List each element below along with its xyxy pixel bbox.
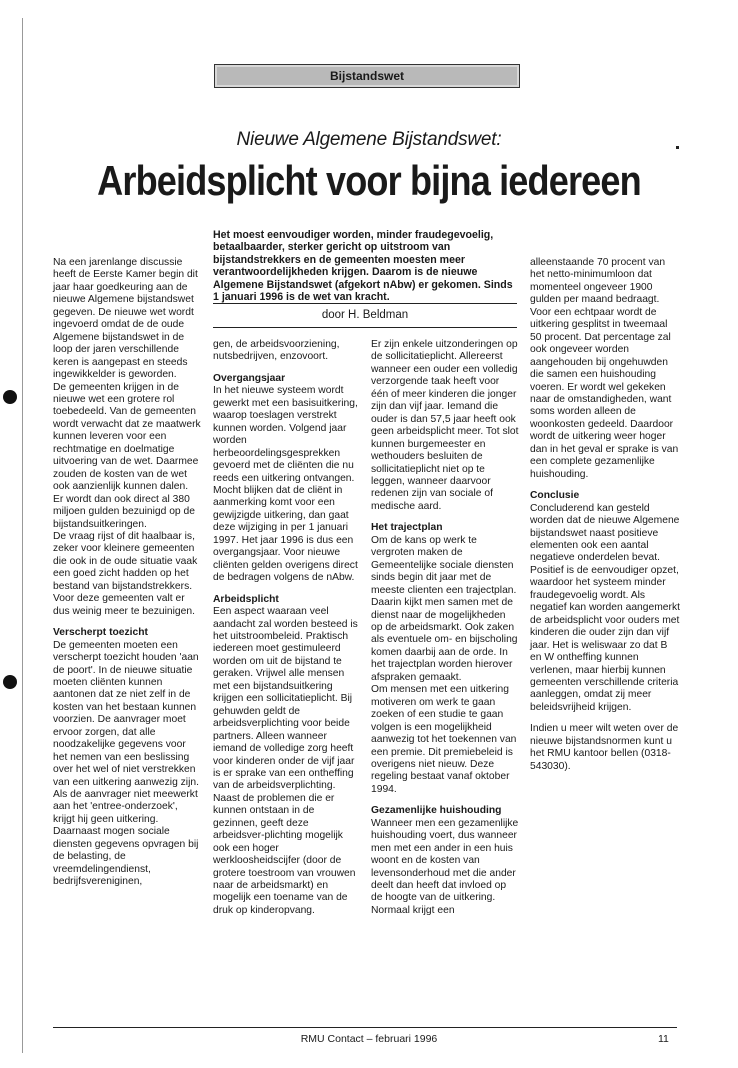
- col4-heading: Conclusie: [530, 490, 580, 502]
- col2-paragraph: gen, de arbeidsvoorziening, nutsbedrijven, enzovoort.: [213, 339, 340, 363]
- col4-paragraph: alleenstaande 70 procent van het netto-minimumloon dat momenteel ongeveer 1900 gulden per maand bedraagt. Voor een echtpaar wordt de uitkering gesplitst in tweemaal 50 procent. Dat percentage zal ook ongeveer worden aangehouden bij ongehuwden die samen een huishouding voeren. Er wordt wel gekeken naar de omstandigheden, want soms worden alleen de woonkosten gedeeld. Daardoor wordt de uitkering weer hoger dan in het geval er sprake is van een complete gezamenlijke huishouding.: [530, 257, 679, 480]
- column-4: [530, 257, 680, 773]
- col1-paragraph: Als de aanvrager niet meewerkt aan het 'entree-onderzoek', krijgt hij geen uitkering. Daarnaast mogen sociale diensten gegevens opvragen bij de belasting, de vreemdelingendienst, bedrijfsvereniginen,: [53, 789, 199, 888]
- col3-paragraph: Om mensen met een uitkering motiveren om werk te gaan zoeken of een studie te gaan volgen is een mogelijkheid aanwezig tot het toekennen van een premie. Dit premiebeleid is overigens niet nieuw. Deze regeling bestaat vanaf oktober 1994.: [371, 684, 517, 795]
- col3-heading: Gezamenlijke huishouding: [371, 805, 502, 817]
- col1-paragraph: De gemeenten moeten een verscherpt toezicht houden 'aan de poort'. In de nieuwe situatie moeten cliënten kunnen aantonen dat ze niet zelf in de kosten van het bestaan kunnen voorzien. De aanvrager moet ervoor zorgen, dat alle noodzakelijke gegevens voor het nemen van een beslissing over het wel of niet verstrekken van een uitkering aanwezig zijn.: [53, 639, 199, 788]
- column-2: [213, 339, 359, 917]
- col1-paragraph: De vraag rijst of dit haalbaar is, zeker voor kleinere gemeenten die ook in de oude situatie vaak een goed zicht hadden op het bestand van bijstandstrekkers. Voor deze gemeenten valt er dus weinig meer te bezuinigen.: [53, 530, 198, 617]
- col1-paragraph: De gemeenten krijgen in de nieuwe wet een grotere rol toebedeeld. Van de gemeenten wordt verwacht dat ze maatwerk kunnen leveren voor een rechtmatige en doelmatige uitvoering van de wet. Daarmee zouden de kosten van de wet ook aanzienlijk kunnen dalen. Er wordt dan ook direct al 380 miljoen gulden bezuinigd op de bijstandsuitkeringen.: [53, 381, 201, 530]
- punch-hole-top: [3, 390, 17, 404]
- article-title: Arbeidsplicht voor bijna iedereen: [97, 157, 641, 204]
- column-3: [371, 339, 519, 917]
- speck-mark: [676, 146, 679, 149]
- footer-rule: [53, 1027, 677, 1028]
- article-subtitle: Nieuwe Algemene Bijstandswet:: [236, 129, 502, 150]
- col1-paragraph: Na een jarenlange discussie heeft de Eerste Kamer begin dit jaar haar goedkeuring aan de nieuwe Algemene bijstandswet gegeven. De nieuwe wet wordt ingevoerd omdat de de oude Algemene bijstandswet in de loop der jaren verschillende keren is aangepast en steeds ingewikkelder is geworden.: [53, 257, 198, 381]
- punch-hole-bottom: [3, 675, 17, 689]
- col2-heading: Overgangsjaar: [213, 372, 286, 384]
- col2-paragraph: Een aspect waaraan veel aandacht zal worden besteed is het uitstroombeleid. Praktisch iedereen moet gestimuleerd worden om uit de bijstand te geraken. Vrijwel alle mensen met een bijstandsuitkering krijgen een sollicitatieplicht. Bij gehuwden geldt de arbeidsverplichting voor beide partners. Alleen wanneer iemand de volledige zorg heeft voor kinderen onder de vijf jaar is er sprake van een ontheffing van de arbeidsverplichting. Naast de problemen die er kunnen ontstaan in de gezinnen, geeft deze arbeidsver-plichting mogelijk ook een hoger werkloosheidscijfer (door de grotere toestroom van vrouwen naar de arbeidsmarkt) en mogelijk een toename van de druk op kinderopvang.: [213, 606, 358, 916]
- intro-rule-bottom: [213, 327, 517, 328]
- col1-heading: Verscherpt toezicht: [53, 627, 148, 639]
- left-border-line: [22, 18, 23, 1053]
- col3-heading: Het trajectplan: [371, 522, 443, 534]
- col2-paragraph: In het nieuwe systeem wordt gewerkt met een basisuitkering, waarop toeslagen verstrekt kunnen worden. Volgend jaar worden herbeoordelingsgesprekken gevoerd met de cliënten die nu reeds een uitkering ontvangen. Mocht blijken dat de cliënt in aanmerking komt voor een gewijzigde uitkering, dan gaat deze wijziging in per 1 januari 1997. Het jaar 1996 is dus een overgangsjaar. Voor nieuwe cliënten gelden overigens direct de bedragen volgens de nAbw.: [213, 385, 358, 584]
- col3-paragraph: Wanneer men een gezamenlijke huishouding voert, dus wanneer men met een ander in een huis woont en de kosten van levensonderhoud met die ander deelt dan heeft dat invloed op de hoogte van de uitkering. Normaal krijgt een: [371, 817, 519, 916]
- page-number: 11: [658, 1033, 669, 1045]
- col3-paragraph: Er zijn enkele uitzonderingen op de sollicitatieplicht. Allereerst wanneer een ouder een volledig verzorgende taak heeft voor één of meer kinderen die jonger zijn dan vijf jaar. Iemand die ouder is dan 57,5 jaar heeft ook geen arbeidsplicht meer. Tot slot kunnen burgemeester en wethouders besluiten de sollicitatieplicht niet op te leggen, wanneer daarvoor redenen zijn van sociale of medische aard.: [371, 339, 519, 512]
- col3-paragraph: Om de kans op werk te vergroten maken de Gemeentelijke sociale diensten sinds begin dit jaar met de meeste clienten een trajectplan. Daarin kijkt men samen met de dienst naar de mogelijkheden op de arbeidsmarkt. Ook zaken als eventuele om- en bijscholing komen daarbij aan de orde. In het trajectplan worden hierover afspraken gemaakt.: [371, 534, 518, 683]
- intro-rule-top: [213, 303, 517, 304]
- col2-heading: Arbeidsplicht: [213, 593, 279, 605]
- col4-paragraph: Concluderend kan gesteld worden dat de nieuwe Algemene bijstandswet naast positieve elementen ook een aantal negatieve onderdelen bevat. Positief is de eenvoudiger opzet, waardoor het systeem minder fraudegevoelig wordt. Als negatief kan worden aangemerkt de arbeidsplicht voor ouders met kinderen die ouder zijn dan vijf jaar. Het is weliswaar zo dat B en W ontheffing kunnen verlenen, maar hierbij kunnen gemeenten verschillende criteria aanleggen, omdat zij meer beleidsvrijheid krijgen.: [530, 502, 680, 713]
- byline: door H. Beldman: [321, 309, 409, 321]
- col4-paragraph: Indien u meer wilt weten over de nieuwe bijstandsnormen kunt u het RMU kantoor bellen (0318-543030).: [530, 723, 679, 772]
- section-label: Bijstandswet: [214, 64, 520, 88]
- intro-paragraph: Het moest eenvoudiger worden, minder fraudegevoelig, betaalbaarder, sterker gericht op uitstroom van bijstandstrekkers en de gemeenten moesten meer verantwoordelijkheden krijgen. Daarom is de nieuwe Algemene Bijstandswet (afgekort nAbw) er gekomen. Sinds 1 januari 1996 is de wet van kracht.: [213, 229, 513, 304]
- footer-publication: RMU Contact – februari 1996: [300, 1033, 438, 1045]
- column-1: [53, 257, 201, 889]
